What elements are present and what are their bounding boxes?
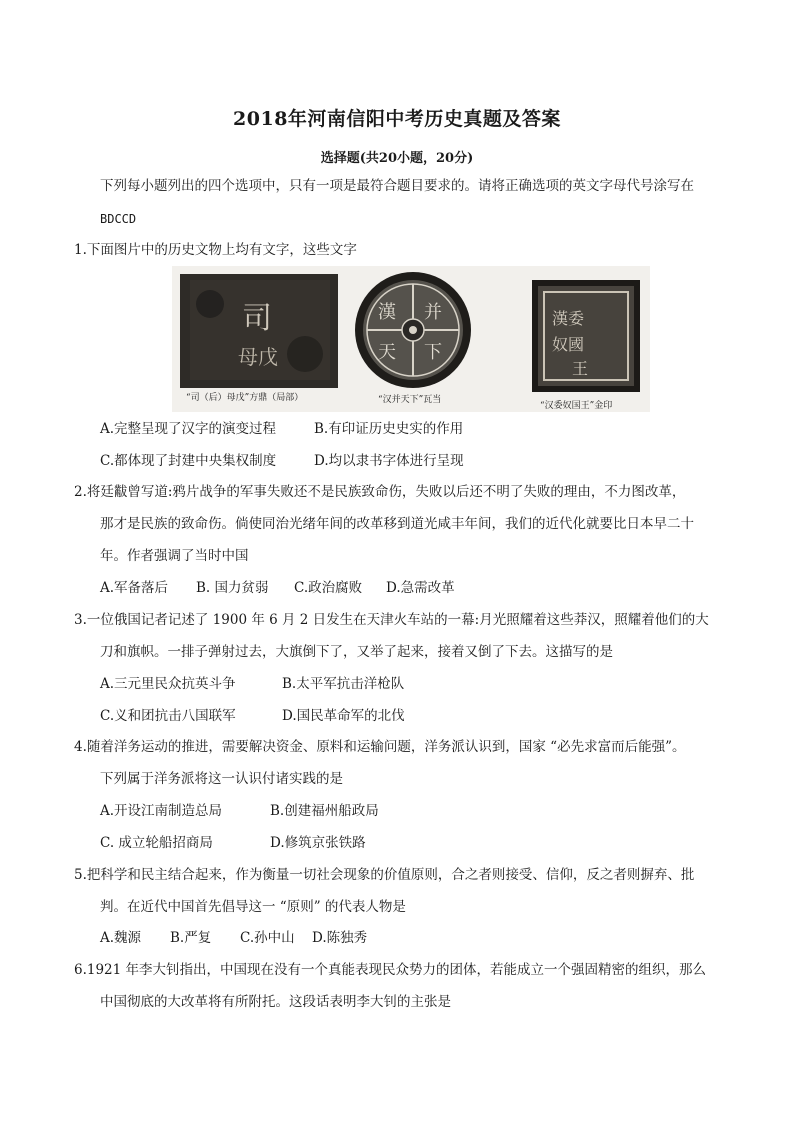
question-4-option-d: D.修筑京张铁路 [270, 835, 366, 851]
question-3-option-a: A.三元里民众抗英斗争 [100, 676, 236, 692]
tile-glyph-2: 并 [424, 302, 442, 323]
question-3-option-d: D.国民革命军的北伐 [282, 708, 405, 724]
caption-bronze-ding: “司（后）母戊”方鼎（局部） [186, 393, 304, 403]
question-1-option-a: A.完整呈现了汉字的演变过程 [100, 421, 277, 437]
question-5-stem-line-1: 5.把科学和民主结合起来，作为衡量一切社会现象的价值原则，合之者则接受、信仰，反之者则摒弃、批 [74, 867, 695, 883]
seal-glyph-1: 漢委 [552, 309, 585, 328]
artifact-photo-strip [172, 266, 650, 412]
question-6-stem-line-2: 中国彻底的大改革将有所附托。这段话表明李大钊的主张是 [100, 994, 451, 1010]
caption-roof-tile: “汉并天下”瓦当 [378, 395, 442, 405]
question-3-stem-line-2: 刀和旗帜。一排子弹射过去，大旗倒下了，又举了起来，接着又倒了下去。这描写的是 [100, 644, 613, 660]
question-5-stem-line-2: 判。在近代中国首先倡导这一 “原则” 的代表人物是 [100, 899, 406, 915]
roof-tile-image [350, 270, 476, 390]
question-5-option-d: D.陈独秀 [312, 930, 368, 946]
question-1-stem: 1.下面图片中的历史文物上均有文字，这些文字 [74, 242, 357, 258]
question-2-option-a: A.军备落后 [100, 580, 169, 596]
question-4-stem-line-1: 4.随着洋务运动的推进，需要解决资金、原料和运输问题，洋务派认识到，国家 “必先求富而后能强”。 [74, 739, 686, 755]
gold-seal-image [532, 280, 640, 392]
bronze-ding-inscription-image [180, 274, 338, 388]
question-3-option-c: C.义和团抗击八国联军 [100, 708, 236, 724]
question-2-option-c: C.政治腐败 [294, 580, 363, 596]
question-4-option-b: B.创建福州船政局 [270, 803, 379, 819]
question-5-option-b: B.严复 [170, 930, 212, 946]
question-3-stem-line-1: 3.一位俄国记者记述了 1900 年 6 月 2 日发生在天津火车站的一幕:月光照耀着这些莽汉，照耀着他们的大 [74, 612, 709, 628]
bronze-glyph-2: 母戊 [238, 345, 278, 369]
tile-glyph-1: 漢 [378, 302, 396, 323]
instructions-answer-codes: BDCCD [100, 212, 137, 226]
question-2-stem-line-1: 2.将廷黻曾写道:鸦片战争的军事失败还不是民族致命伤，失败以后还不明了失败的理由，不力图改革， [74, 484, 686, 500]
question-1-option-d: D.均以隶书字体进行呈现 [314, 453, 464, 469]
bronze-glyph-1: 司 [242, 301, 272, 336]
question-4-option-c: C. 成立轮船招商局 [100, 835, 213, 851]
seal-glyph-2: 奴國 [552, 335, 585, 354]
question-1-option-b: B.有印证历史史实的作用 [314, 421, 464, 437]
question-4-option-a: A.开设江南制造总局 [100, 803, 223, 819]
caption-gold-seal: “汉委奴国王”金印 [540, 401, 613, 411]
tile-glyph-3: 天 [378, 342, 396, 363]
question-3-option-b: B.太平军抗击洋枪队 [282, 676, 405, 692]
instructions-line-1: 下列每小题列出的四个选项中，只有一项是最符合题目要求的。请将正确选项的英文字母代号涂写在 [100, 178, 694, 194]
question-1-option-c: C.都体现了封建中央集权制度 [100, 453, 277, 469]
section-heading: 选择题(共20小题，20分) [320, 151, 474, 166]
question-6-stem-line-1: 6.1921 年李大钊指出，中国现在没有一个真能表现民众势力的团体，若能成立一个强固精密的组织，那么 [74, 962, 707, 978]
question-5-option-a: A.魏源 [100, 930, 142, 946]
question-4-stem-line-2: 下列属于洋务派将这一认识付诸实践的是 [100, 771, 343, 787]
seal-glyph-3: 王 [572, 359, 589, 378]
question-2-option-d: D.急需改革 [386, 580, 455, 596]
question-5-option-c: C.孙中山 [240, 930, 295, 946]
tile-glyph-4: 下 [424, 342, 442, 363]
question-2-stem-line-2: 那才是民族的致命伤。倘使同治光绪年间的改革移到道光咸丰年间，我们的近代化就要比日本早二十 [100, 516, 694, 532]
question-2-option-b: B. 国力贫弱 [196, 580, 269, 596]
page-title: 2018年河南信阳中考历史真题及答案 [233, 108, 561, 130]
question-2-stem-line-3: 年。作者强调了当时中国 [100, 548, 249, 564]
